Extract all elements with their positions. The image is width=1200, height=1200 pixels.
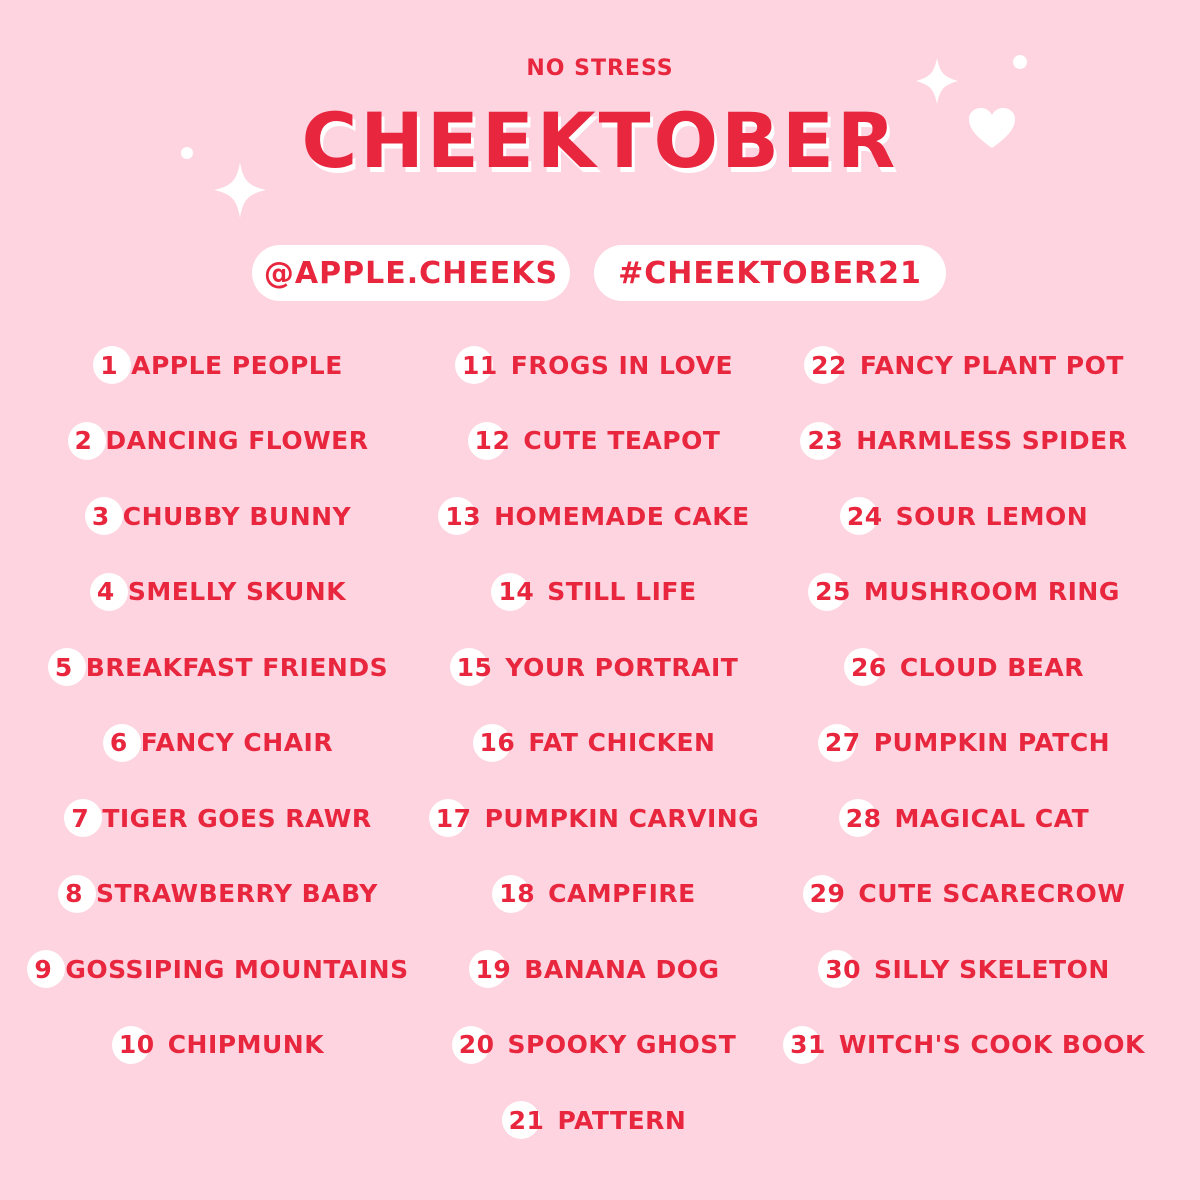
prompt-item [766,642,1166,692]
prompt-label: HARMLESS SPIDER [856,426,1128,455]
day-number: 31 [787,1030,829,1059]
day-number: 4 [94,577,118,606]
prompt-item [396,718,796,768]
prompt-label: YOUR PORTRAIT [505,652,739,682]
prompt-item [396,416,796,466]
prompt-item [20,1020,420,1070]
prompt-item [20,340,420,390]
prompt-label: FANCY PLANT POT [859,350,1124,380]
day-number: 25 [812,577,854,606]
prompt-label: SILLY SKELETON [874,954,1110,984]
prompt-item [396,793,796,843]
prompt-item [396,1095,796,1145]
prompt-label: CHUBBY BUNNY [122,501,352,531]
prompt-item [396,567,796,617]
prompt-item [396,340,796,390]
prompt-item [396,642,796,692]
prompt-item [396,491,796,541]
day-number: 11 [459,351,501,380]
prompt-label: CHIPMUNK [167,1030,325,1059]
prompt-item [20,793,420,843]
prompt-item [766,869,1166,919]
prompt-label: FAT CHICKEN [528,728,716,757]
day-number: 20 [456,1030,498,1059]
day-number: 16 [477,728,519,757]
prompt-item [20,416,420,466]
day-number: 29 [807,879,849,908]
prompt-item [20,642,420,692]
day-number: 12 [472,426,514,455]
page-title: CHEEKTOBER [301,96,899,185]
prompt-label: TIGER GOES RAWR [102,803,372,833]
prompt-label: FANCY CHAIR [140,728,334,757]
prompt-label: PUMPKIN PATCH [873,728,1111,757]
prompt-label: CUTE TEAPOT [523,426,721,455]
prompt-label: MAGICAL CAT [894,803,1090,833]
prompt-label: FROGS IN LOVE [510,350,734,380]
day-number: 26 [848,653,890,682]
day-number: 5 [52,653,76,682]
prompt-label: CUTE SCARECROW [858,879,1126,908]
day-number: 28 [843,804,885,833]
prompt-label: PUMPKIN CARVING [484,803,760,833]
prompt-label: SPOOKY GHOST [507,1030,737,1059]
prompt-label: GOSSIPING MOUNTAINS [65,954,409,984]
prompt-label: STRAWBERRY BABY [96,879,378,908]
day-number: 3 [89,502,113,531]
day-number: 30 [822,955,864,984]
prompt-item [396,869,796,919]
day-number: 17 [433,804,475,833]
day-number: 13 [442,502,484,531]
day-number: 23 [804,426,846,455]
day-number: 21 [506,1106,548,1135]
day-number: 14 [495,577,537,606]
day-number: 9 [31,955,55,984]
handle-tag: @APPLE.CHEEKS [252,245,570,301]
prompt-label: SOUR LEMON [895,501,1089,531]
prompt-label: PATTERN [557,1105,687,1135]
prompt-item [766,944,1166,994]
prompt-label: DANCING FLOWER [105,426,369,455]
prompt-item [396,1020,796,1070]
prompt-label: CLOUD BEAR [899,652,1084,682]
prompt-item [766,567,1166,617]
prompt-label: SMELLY SKUNK [127,577,347,606]
prompt-item [766,793,1166,843]
day-number: 8 [62,879,86,908]
day-number: 6 [107,728,131,757]
day-number: 7 [68,804,92,833]
prompt-item [766,1020,1166,1070]
prompt-label: CAMPFIRE [548,879,696,908]
prompt-label: STILL LIFE [547,577,697,606]
prompt-item [20,718,420,768]
subtitle: NO STRESS [526,56,674,81]
prompt-label: WITCH'S COOK BOOK [838,1030,1145,1059]
prompt-label: MUSHROOM RING [863,577,1120,606]
prompt-item [766,416,1166,466]
day-number: 22 [808,351,850,380]
prompt-label: APPLE PEOPLE [131,350,343,380]
prompt-label: BREAKFAST FRIENDS [85,652,389,682]
prompt-label: HOMEMADE CAKE [494,501,750,531]
prompt-item [20,491,420,541]
prompt-item [20,567,420,617]
day-number: 10 [116,1030,158,1059]
day-number: 18 [496,879,538,908]
prompt-item [766,491,1166,541]
prompt-item [20,869,420,919]
prompt-item [766,718,1166,768]
prompt-label: BANANA DOG [524,954,720,984]
prompt-item [766,340,1166,390]
prompt-item [20,944,420,994]
day-number: 24 [844,502,886,531]
day-number: 27 [822,728,864,757]
day-number: 2 [72,426,96,455]
hashtag-tag: #CHEEKTOBER21 [594,245,946,301]
prompt-item [396,944,796,994]
day-number: 15 [454,653,496,682]
day-number: 1 [97,351,121,380]
day-number: 19 [473,955,515,984]
